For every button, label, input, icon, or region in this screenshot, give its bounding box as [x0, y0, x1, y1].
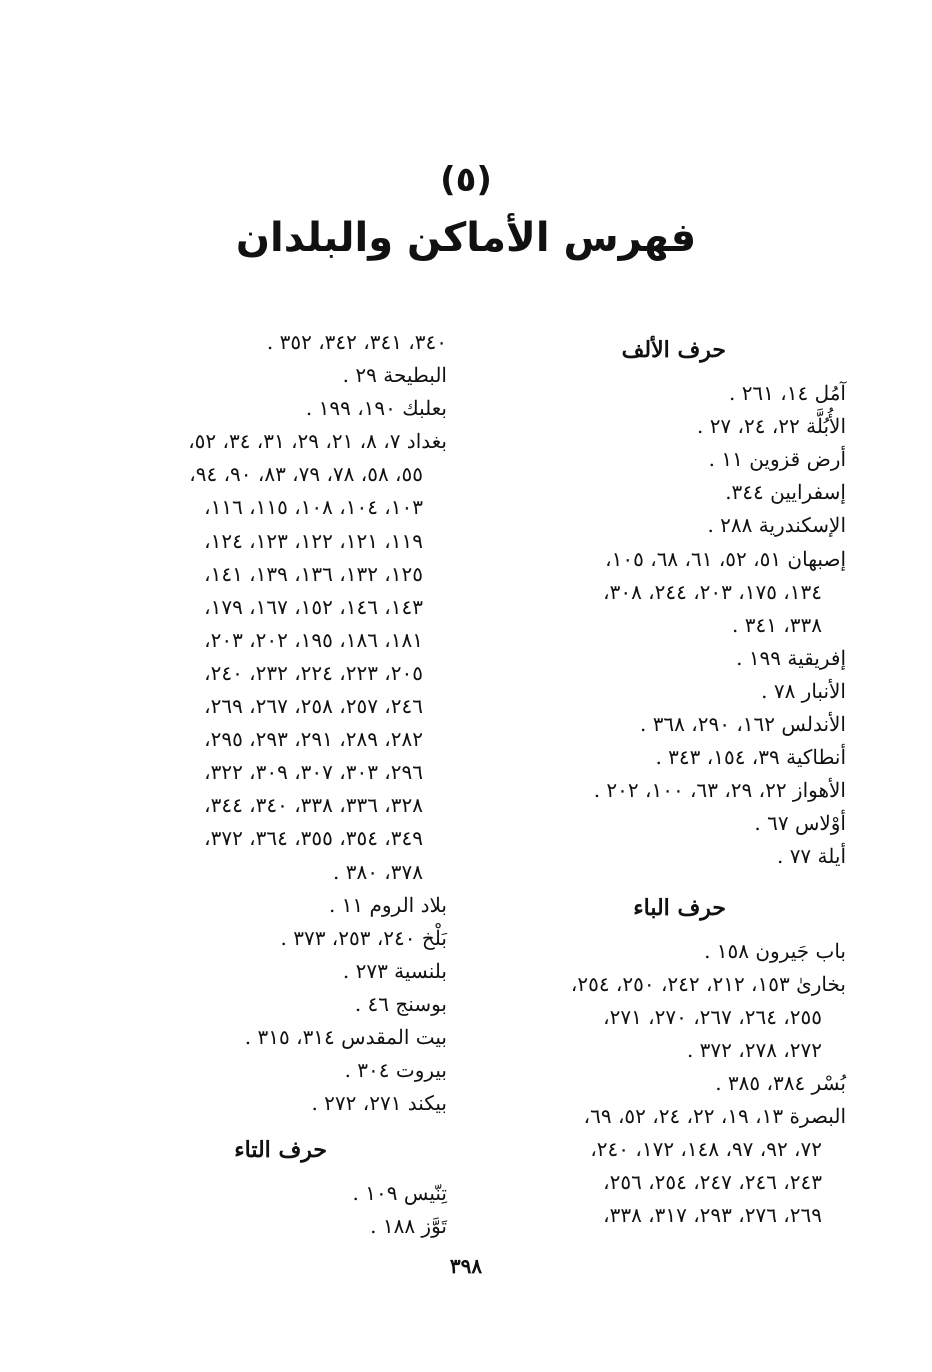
index-entry: بعلبك ١٩٠، ١٩٩ .: [305, 396, 447, 421]
section-number: (٥): [440, 160, 492, 200]
index-entry-continuation: ٢٥٥، ٢٦٤، ٢٦٧، ٢٧٠، ٢٧١،: [603, 1004, 822, 1029]
index-entry: إصبهان ٥١، ٥٢، ٦١، ٦٨، ١٠٥،: [605, 546, 846, 571]
index-entry-continuation: ٣٤٠، ٣٤١، ٣٤٢، ٣٥٢ .: [266, 330, 447, 354]
index-entry: بغداد ٧، ٨، ٢١، ٢٩، ٣١، ٣٤، ٥٢،: [188, 429, 447, 454]
index-entry: آمُل ١٤، ٢٦١ .: [728, 381, 846, 406]
index-entry-continuation: ٣٢٨، ٣٣٦، ٣٣٨، ٣٤٠، ٣٤٤،: [204, 793, 423, 818]
index-entry: الأهواز ٢٢، ٢٩، ٦٣، ١٠٠، ٢٠٢ .: [593, 778, 846, 803]
index-entry-continuation: ٢٧٢، ٢٧٨، ٣٧٢ .: [686, 1037, 822, 1062]
index-entry-continuation: ٢٤٣، ٢٤٦، ٢٤٧، ٢٥٤، ٢٥٦،: [603, 1170, 822, 1195]
right-column: [506, 326, 846, 1232]
index-entry: إفريقية ١٩٩ .: [736, 645, 846, 670]
index-entry: الأُبُلَّة ٢٢، ٢٤، ٢٧ .: [696, 414, 846, 439]
heading-ba: حرف الباء: [633, 894, 726, 921]
index-entry-continuation: ١٨١، ١٨٦، ١٩٥، ٢٠٢، ٢٠٣،: [204, 627, 423, 652]
page-number: ٣٩٨: [449, 1254, 483, 1278]
index-entry-continuation: ١٢٥، ١٣٢، ١٣٦، ١٣٩، ١٤١،: [204, 561, 423, 586]
index-entry: أوْلاس ٦٧ .: [754, 811, 846, 836]
index-entry-continuation: ١١٩، ١٢١، ١٢٢، ١٢٣، ١٢٤،: [204, 528, 423, 553]
index-entry-continuation: ٢٩٦، ٣٠٣، ٣٠٧، ٣٠٩، ٣٢٢،: [204, 760, 423, 785]
heading-alif: حرف الألف: [621, 337, 726, 363]
index-entry-continuation: ١٤٣، ١٤٦، ١٥٢، ١٦٧، ١٧٩،: [204, 594, 423, 619]
index-entry: بخارىٰ ١٥٣، ٢١٢، ٢٤٢، ٢٥٠، ٢٥٤،: [570, 971, 846, 996]
index-entry: أرض قزوين ١١ .: [708, 447, 846, 472]
index-entry: بيكند ٢٧١، ٢٧٢ .: [311, 1091, 447, 1116]
index-entry-continuation: ١٣٤، ١٧٥، ٢٠٣، ٢٤٤، ٣٠٨،: [603, 579, 822, 604]
index-entry: تِنّيس ١٠٩ .: [352, 1181, 447, 1206]
index-entry-continuation: ٣٤٩، ٣٥٤، ٣٥٥، ٣٦٤، ٣٧٢،: [204, 826, 423, 851]
index-entry-continuation: ٥٥، ٥٨، ٧٨، ٧٩، ٨٣، ٩٠، ٩٤،: [189, 462, 423, 487]
index-entry: باب جَيرون ١٥٨ .: [704, 938, 846, 963]
index-entry: أيلة ٧٧ .: [776, 844, 846, 869]
index-entry: أنطاكية ٣٩، ١٥٤، ٣٤٣ .: [655, 745, 846, 770]
left-column: [102, 326, 447, 1244]
index-entry-continuation: ٣٣٨، ٣٤١ .: [732, 612, 822, 637]
index-entry: الأندلس ١٦٢، ٢٩٠، ٣٦٨ .: [639, 712, 846, 737]
index-entry: بُسْر ٣٨٤، ٣٨٥ .: [715, 1070, 846, 1095]
index-entry-continuation: ٣٧٨، ٣٨٠ .: [333, 859, 423, 884]
index-entry: إسفرايين ٣٤٤.: [725, 480, 846, 505]
index-entry: بوسنج ٤٦ .: [354, 991, 447, 1016]
index-entry: بلنسية ٢٧٣ .: [342, 958, 447, 983]
index-entry: بَلْخ ٢٤٠، ٢٥٣، ٣٧٣ .: [280, 925, 447, 950]
index-entry: البصرة ١٣، ١٩، ٢٢، ٢٤، ٥٢، ٦٩،: [583, 1104, 846, 1129]
index-entry-continuation: ٢٤٦، ٢٥٧، ٢٥٨، ٢٦٧، ٢٦٩،: [204, 694, 423, 719]
index-entry: تَوَّز ١٨٨ .: [370, 1214, 447, 1239]
index-entry: البطيحة ٢٩ .: [342, 363, 447, 388]
page-title: فهرس الأماكن والبلدان: [235, 215, 697, 261]
index-entry-continuation: ٧٢، ٩٢، ٩٧، ١٤٨، ١٧٢، ٢٤٠،: [590, 1137, 822, 1162]
index-entry-continuation: ٢٦٩، ٢٧٦، ٢٩٣، ٣١٧، ٣٣٨،: [603, 1203, 822, 1228]
index-entry: الأنبار ٧٨ .: [761, 678, 846, 703]
index-entry: بلاد الروم ١١ .: [328, 892, 447, 917]
index-entry-continuation: ١٠٣، ١٠٤، ١٠٨، ١١٥، ١١٦،: [204, 495, 423, 520]
index-entry-continuation: ٢٠٥، ٢٢٣، ٢٢٤، ٢٣٢، ٢٤٠،: [204, 660, 423, 685]
index-entry: بيت المقدس ٣١٤، ٣١٥ .: [244, 1024, 447, 1049]
index-entry: الإسكندرية ٢٨٨ .: [707, 513, 846, 538]
index-entry-continuation: ٢٨٢، ٢٨٩، ٢٩١، ٢٩٣، ٢٩٥،: [204, 727, 423, 752]
index-entry: بيروت ٣٠٤ .: [344, 1058, 447, 1083]
heading-ta: حرف التاء: [234, 1137, 327, 1164]
